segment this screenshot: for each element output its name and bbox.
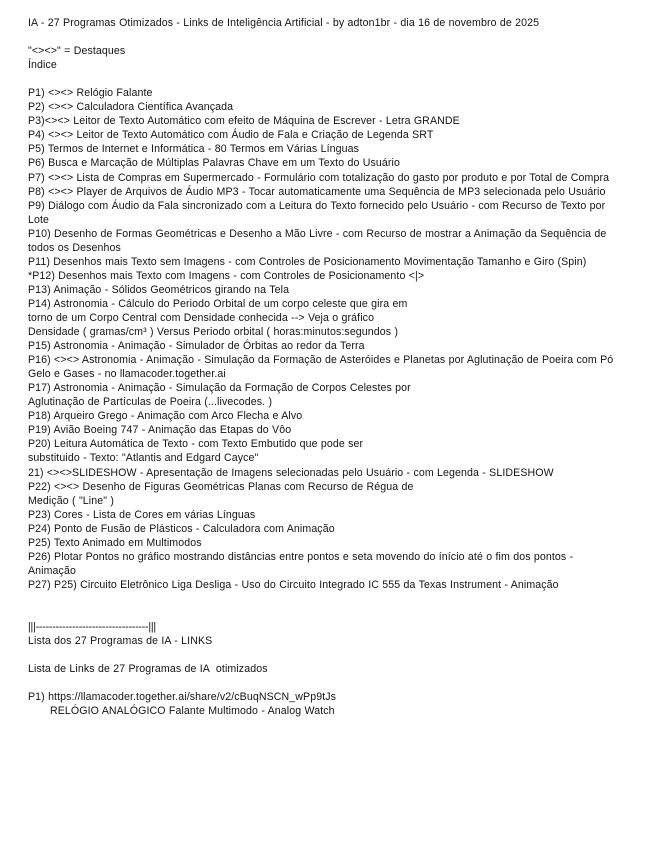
index-item: P3)<><> Leitor de Texto Automático com efeito de Máquina de Escrever - Letra GRANDE bbox=[28, 115, 460, 128]
index-item: P10) Desenho de Formas Geométricas e Desenho a Mão Livre - com Recurso de mostrar a Animação da Sequência de todos os Desenhos bbox=[28, 227, 607, 254]
index-item: P25) Texto Animado em Multimodos bbox=[28, 536, 202, 549]
index-item: P18) Arqueiro Grego - Animação com Arco Flecha e Alvo bbox=[28, 410, 303, 423]
index-item: 21) <><>SLIDESHOW - Apresentação de Imagens selecionadas pelo Usuário - com Legenda - SLIDESHOW bbox=[28, 466, 554, 479]
spacer bbox=[28, 676, 620, 690]
spacer bbox=[28, 606, 620, 620]
index-item-continuation: Medição ( "Line" ) bbox=[28, 494, 115, 507]
index-item: P15) Astronomia - Animação - Simulador de Órbitas ao redor da Terra bbox=[28, 340, 365, 353]
index-item: P4) <><> Leitor de Texto Automático com Áudio de Fala e Criação de Legenda SRT bbox=[28, 129, 434, 142]
index-item: P19) Avião Boeing 747 - Animação das Etapas do Vôo bbox=[28, 424, 292, 437]
index-item: P24) Ponto de Fusão de Plásticos - Calculadora com Animação bbox=[28, 522, 335, 535]
index-item: P1) <><> Relógio Falante bbox=[28, 87, 153, 100]
index-item: P22) <><> Desenho de Figuras Geométricas Planas com Recurso de Régua de bbox=[28, 480, 414, 493]
index-item: P9) Diálogo com Áudio da Fala sincronizado com a Leitura do Texto fornecido pelo Usuário - com Recurso de Texto por Lote bbox=[28, 199, 606, 226]
index-item: P13) Animação - Sólidos Geométricos girando na Tela bbox=[28, 283, 290, 296]
index-item: P17) Astronomia - Animação - Simulação da Formação de Corpos Celestes por bbox=[28, 382, 411, 395]
index-item: P6) Busca e Marcação de Múltiplas Palavras Chave em um Texto do Usuário bbox=[28, 157, 400, 170]
index-item-continuation: substituido - Texto: "Atlantis and Edgard Cayce" bbox=[28, 452, 259, 465]
link-entry[interactable]: P1) https://llamacoder.together.ai/share/v2/cBuqNSCN_wPp9tJs bbox=[28, 691, 337, 704]
spacer bbox=[28, 30, 620, 44]
index-item: P7) <><> Lista de Compras em Supermercado - Formulário com totalização do gasto por produto e por Total de Compra bbox=[28, 171, 610, 184]
index-item: P20) Leitura Automática de Texto - com Texto Embutido que pode ser bbox=[28, 438, 364, 451]
index-item: P5) Termos de Internet e Informática - 80 Termos em Várias Línguas bbox=[28, 143, 360, 156]
links-heading: Lista dos 27 Programas de IA - LINKS bbox=[28, 635, 213, 648]
spacer bbox=[28, 72, 620, 86]
document-body bbox=[28, 16, 620, 718]
index-item: P27) P25) Circuito Eletrônico Liga Desliga - Uso do Circuito Integrado IC 555 da Texas Instrument - Animação bbox=[28, 578, 559, 591]
index-label: Índice bbox=[28, 59, 57, 72]
links-subheading: Lista de Links de 27 Programas de IA otimizados bbox=[28, 663, 268, 676]
index-item: P2) <><> Calculadora Científica Avançada bbox=[28, 101, 234, 114]
index-item-continuation: Densidade ( gramas/cm³ ) Versus Periodo orbital ( horas:minutos:segundos ) bbox=[28, 326, 399, 339]
spacer bbox=[28, 592, 620, 606]
section-separator: |||----------------------------------||| bbox=[28, 621, 156, 634]
legend-line: "<><>" = Destaques bbox=[28, 45, 126, 58]
index-item: P26) Plotar Pontos no gráfico mostrando distâncias entre pontos e seta movendo do ínício até o fim dos pontos - Animação bbox=[28, 550, 574, 577]
index-item: *P12) Desenhos mais Texto com Imagens - com Controles de Posicionamento <|> bbox=[28, 269, 425, 282]
link-description: RELÓGIO ANALÓGICO Falante Multimodo - Analog Watch bbox=[50, 705, 335, 718]
spacer bbox=[28, 648, 620, 662]
index-item-continuation: torno de um Corpo Central com Densidade conhecida --> Veja o gráfico bbox=[28, 311, 375, 324]
index-item: P8) <><> Player de Arquivos de Áudio MP3 - Tocar automaticamente uma Sequência de MP3 selecionada pelo Usuário bbox=[28, 185, 606, 198]
index-item-continuation: Aglutinação de Partículas de Poeira (...livecodes. ) bbox=[28, 396, 273, 409]
document-title: IA - 27 Programas Otimizados - Links de Inteligência Artificial - by adton1br - dia 16 de novembro de 2025 bbox=[28, 17, 540, 29]
index-item: P14) Astronomia - Cálculo do Periodo Orbital de um corpo celeste que gira em bbox=[28, 297, 408, 310]
index-item: P11) Desenhos mais Texto sem Imagens - com Controles de Posicionamento Movimentação Tamanho e Giro (Spin) bbox=[28, 255, 587, 268]
index-item: P16) <><> Astronomia - Animação - Simulação da Formação de Asteróides e Planetas por Aglutinação de Poeira com Pó Gelo e Gases - no llamacoder.together.ai bbox=[28, 354, 614, 381]
index-item: P23) Cores - Lista de Cores em várias Línguas bbox=[28, 508, 256, 521]
